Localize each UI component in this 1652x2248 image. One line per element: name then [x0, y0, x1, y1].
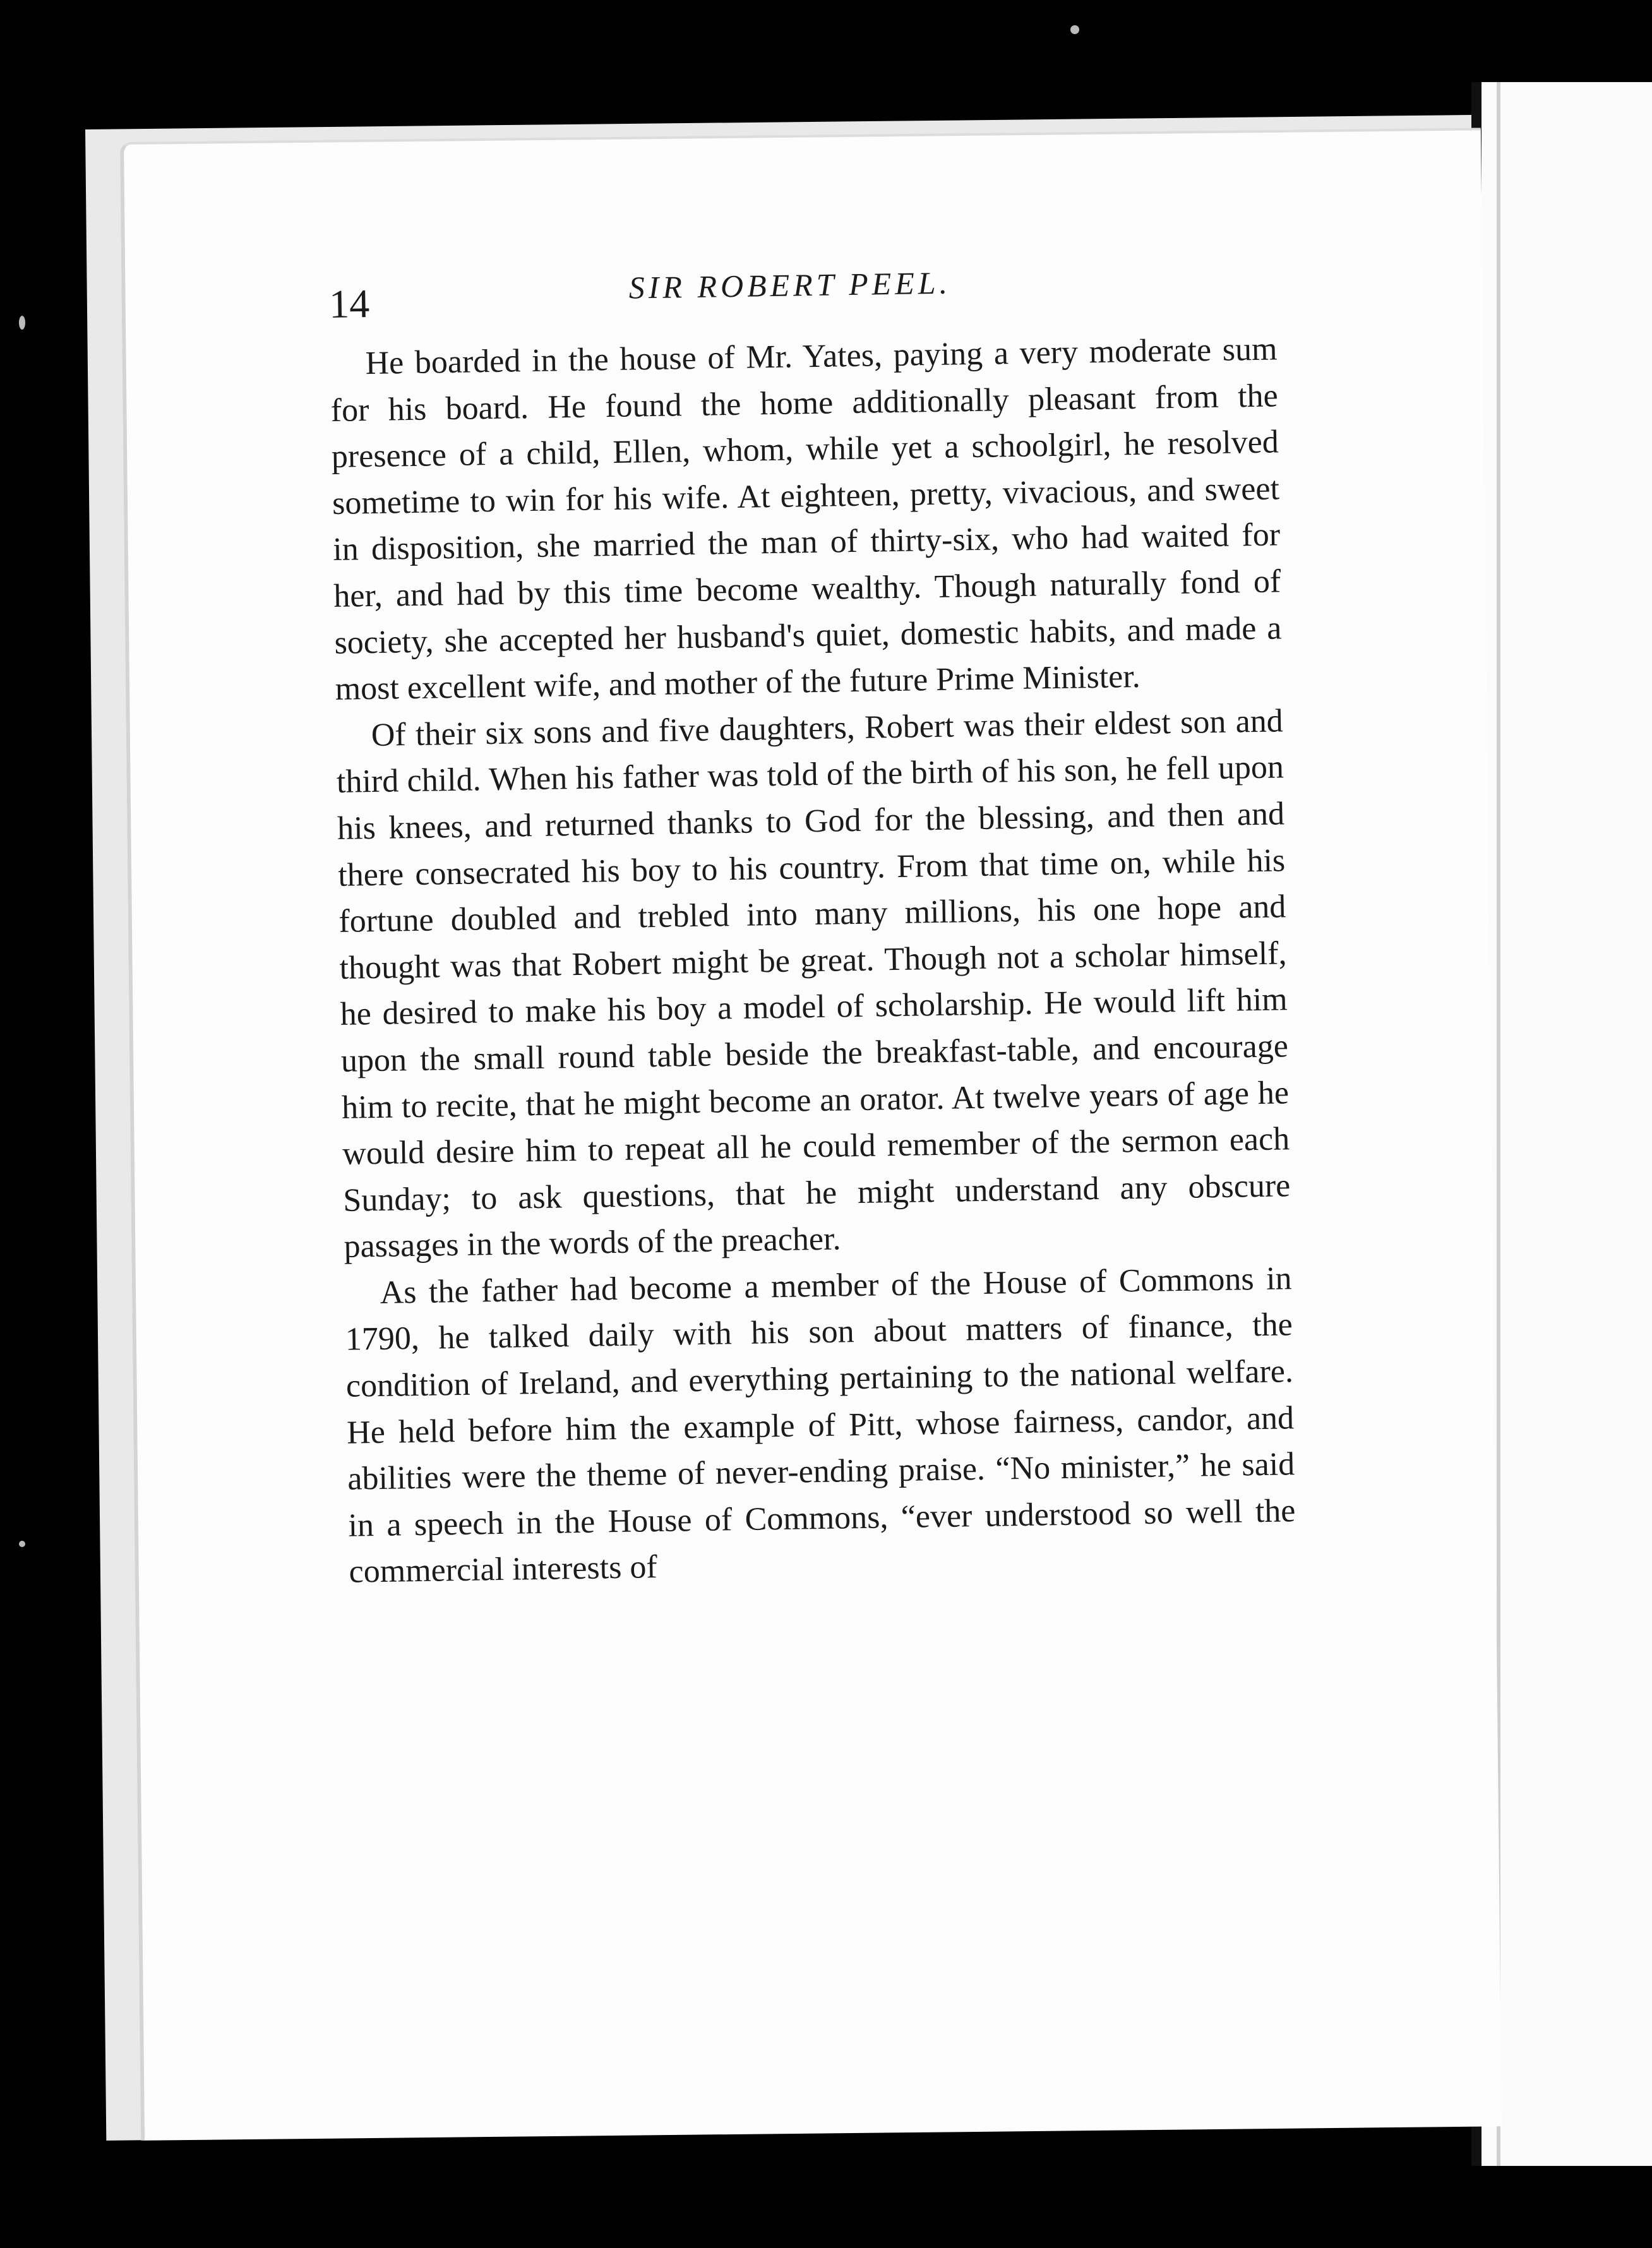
body-text: [330, 326, 1296, 1595]
dust-speck: [19, 1541, 25, 1547]
page-number: 14: [328, 280, 370, 326]
running-title: SIR ROBERT PEEL.: [628, 265, 952, 306]
page-text-block: [328, 244, 1296, 1595]
paragraph: Of their six sons and five daughters, Robert was their eldest son and third child. When his father was told of the birth of his son, he fell upon his knees, and returned thanks to God for the blessing, and then and there consecrated his boy to his country. From that time on, while his fortune doubled and trebled into many millions, his one hope and thought was that Robert might be great. Though not a scholar himself, he desired to make his boy a model of scholarship. He would lift him upon the small round table beside the breakfast-table, and encourage him to recite, that he might become an orator. At twelve years of age he would desire him to repeat all he could remember of the sermon each Sunday; to ask questions, that he might understand any obscure passages in the words of the preacher.: [336, 703, 1291, 1265]
page-header: [328, 244, 1277, 341]
dust-speck: [19, 316, 25, 330]
paragraph: As the father had become a member of the House of Commons in 1790, he talked daily with his son about matters of finance, the condition of Ireland, and everything pertaining to the national welfare. He held before him the example of Pitt, whose fairness, candor, and abilities were the theme of never-ending praise. “No minister,” he said in a speech in the House of Commons, “ever understood so well the commercial interests of: [345, 1260, 1296, 1591]
paragraph: He boarded in the house of Mr. Yates, paying a very moderate sum for his board. He found the home additionally pleasant from the presence of a child, Ellen, whom, while yet a schoolgirl, he resolved sometime to win for his wife. At eighteen, pretty, vivacious, and sweet in disposition, she married the man of thirty-six, who had waited for her, and had by this time become wealthy. Though naturally fond of society, she accepted her husband's quiet, domestic habits, and made a most excellent wife, and mother of the future Prime Minister.: [330, 331, 1282, 708]
dust-speck: [1070, 25, 1079, 34]
